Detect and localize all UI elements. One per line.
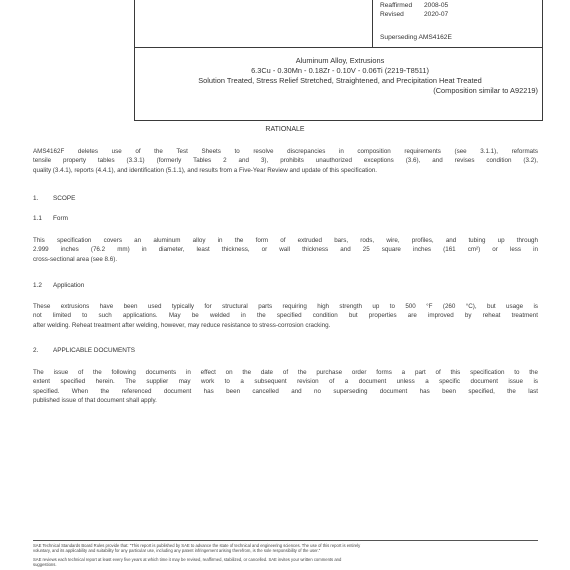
revised-label: Revised — [380, 11, 404, 18]
form-heading — [33, 214, 68, 223]
reaffirmed-label: Reaffirmed — [380, 2, 413, 9]
applicable-documents-heading — [33, 346, 135, 355]
form-paragraph — [33, 236, 538, 264]
footer-line: suggestions. — [33, 562, 57, 567]
rationale-line: tensile property tables (3.3.1) (formerly Tables 2 and 3), prohibits unauthorized exceptions (3.6), and revises condition (3.2), — [33, 157, 538, 165]
footer-line: SAE reviews each technical report at least every five years at which time it may be revised, reaffirmed, stabilized, or cancelled. SAE invites your written comments and — [33, 557, 342, 562]
applicable-line: specified. When the referenced document has been cancelled and no superseding document has been specified, the last — [33, 387, 538, 395]
header-box-divider — [372, 0, 373, 48]
form-line: This specification covers an aluminum alloy in the form of extruded bars, rods, wire, profiles, and tubing up through — [33, 237, 538, 244]
title-line-4: (Composition similar to A92219) — [433, 86, 538, 95]
application-paragraph — [33, 302, 538, 330]
footer-divider — [33, 540, 538, 541]
scope-number: 1. — [33, 195, 39, 202]
applicable-documents-paragraph — [33, 368, 538, 406]
title-line-3: Solution Treated, Stress Relief Stretched, Straightened, and Precipitation Heat Treated — [198, 76, 482, 85]
applicable-line: published issue of that document shall apply. — [33, 397, 157, 405]
revised-value: 2020-07 — [424, 11, 449, 18]
applicable-line: extent specified herein. The supplier may work to a subsequent revision of a document unless a specific document issue is — [33, 378, 538, 386]
rationale-line: quality (3.4.1), reports (4.4.1), and identification (5.1.1), and results from a Five-Year Review and update of this specification. — [33, 166, 378, 174]
footer-line: SAE Technical Standards Board Rules provide that: "This report is published by SAE to advance the state of technical and engineering sciences. The use of this report is entirely — [33, 543, 361, 548]
rationale-line: AMS4162F deletes use of the Test Sheets to resolve discrepancies in composition requirements (see 3.1.1), reformats — [33, 148, 538, 155]
application-heading — [33, 281, 84, 290]
form-number: 1.1 — [33, 215, 42, 222]
application-line: not limited to such applications. May be welded in the specified condition but properties are improved by reheat treatment — [33, 312, 538, 320]
reaffirmed-value: 2008-05 — [424, 2, 449, 9]
applicable-line: The issue of the following documents in effect on the date of the purchase order forms a part of this specification to the — [33, 369, 538, 376]
scope-title: SCOPE — [53, 195, 76, 202]
form-line: 2.999 inches (76.2 mm) in diameter, least thickness, or wall thickness and 25 square inches (161 cm²) or less in — [33, 246, 538, 254]
header-box-left-border — [134, 0, 135, 48]
application-line: These extrusions have been used typically for structural parts requiring high strength up to 500 °F (260 °C), but usage is — [33, 303, 538, 310]
application-number: 1.2 — [33, 282, 42, 289]
form-title: Form — [53, 215, 68, 222]
application-title: Application — [53, 282, 85, 289]
revised-row — [380, 11, 448, 19]
rationale-heading: RATIONALE — [265, 126, 305, 133]
reaffirmed-row — [380, 2, 448, 10]
applicable-documents-title: APPLICABLE DOCUMENTS — [53, 347, 136, 354]
superseding-note: Superseding AMS4162E — [380, 34, 452, 41]
title-line-1: Aluminum Alloy, Extrusions — [295, 56, 385, 65]
scope-heading — [33, 194, 75, 203]
application-line: after welding. Reheat treatment after welding, however, may reduce resistance to stress-corrosion cracking. — [33, 321, 331, 329]
rationale-paragraph — [33, 147, 538, 175]
header-box-right-border — [542, 0, 543, 48]
footer-line: voluntary, and its applicability and suitability for any particular use, including any patent infringement arising therefrom, is the sole responsibility of the user." — [33, 548, 321, 553]
title-line-2: 6.3Cu - 0.30Mn - 0.18Zr - 0.10V - 0.06Ti (2219-T8511) — [251, 66, 429, 75]
applicable-documents-number: 2. — [33, 347, 39, 354]
form-line: cross-sectional area (see 8.6). — [33, 255, 118, 263]
